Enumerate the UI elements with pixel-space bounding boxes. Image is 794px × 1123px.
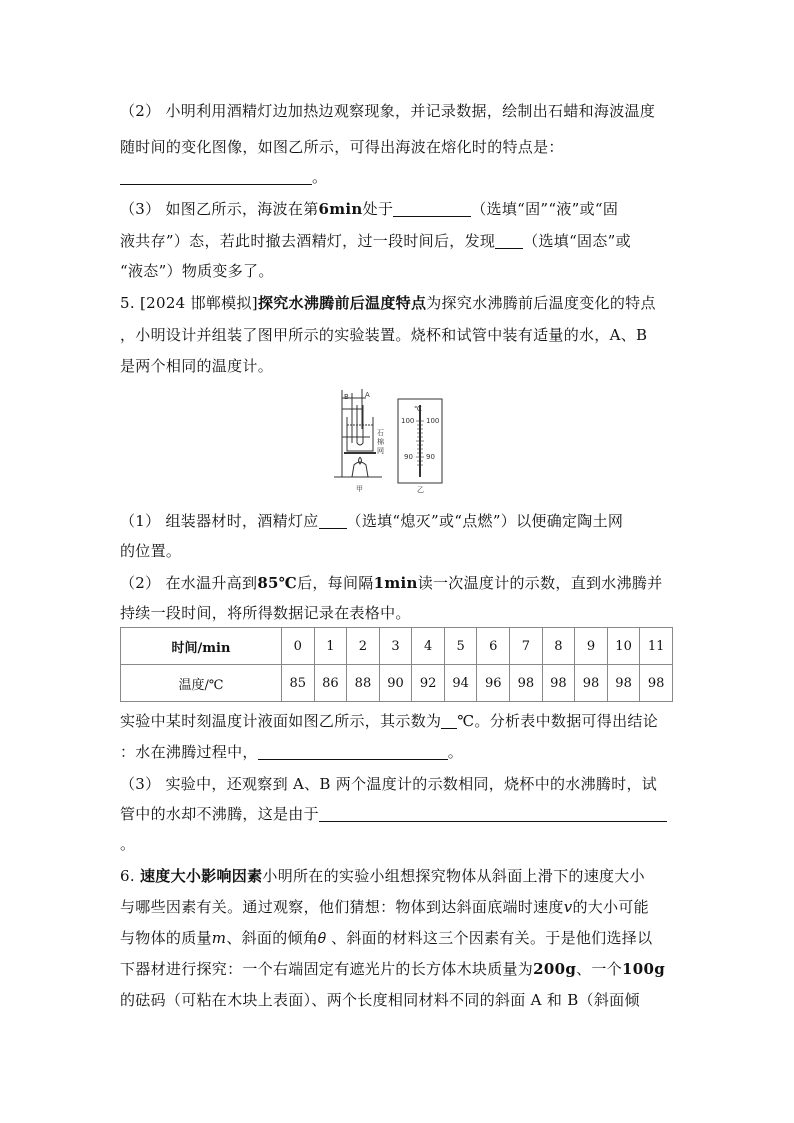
label-a: A (365, 391, 370, 399)
q4-part2-line2: 随时间的变化图像，如图乙所示，可得出海波在熔化时的特点是： (120, 138, 564, 156)
mesh-label-2: 棉 (377, 438, 384, 446)
q5-part2-line1: （2） 在水温升高到85℃后，每间隔1min读一次温度计的示数，直到水沸腾并 (120, 574, 663, 592)
q6-line5: 的砝码（可粘在木块上表面）、两个长度相同材料不同的斜面 A 和 B（斜面倾 (120, 991, 640, 1009)
q5-intro-line3: 是两个相同的温度计。 (120, 357, 274, 375)
q6-topic: 速度大小影响因素 (139, 867, 263, 885)
table-cell: 10 (607, 628, 640, 665)
answer-blank[interactable] (441, 712, 457, 729)
table-cell: 90 (379, 665, 412, 702)
q6-line2: 与哪些因素有关。通过观察，他们猜想：物体到达斜面底端时速度𝑣的大小可能 (120, 898, 649, 916)
table-cell: 1 (314, 628, 347, 665)
caption-left: 甲 (356, 485, 363, 493)
table-cell: 2 (347, 628, 380, 665)
q5-part2-line2: 持续一段时间，将所得数据记录在表格中。 (120, 604, 411, 622)
table-row-temperature (121, 665, 673, 702)
q5-part3-line1: （3） 实验中，还观察到 A、B 两个温度计的示数相同，烧杯中的水沸腾时，试 (120, 775, 658, 793)
q6-line1: 6. 速度大小影响因素小明所在的实验小组想探究物体从斜面上滑下的速度大小 (120, 867, 645, 885)
thermometer-unit: ℃ (414, 405, 422, 413)
beaker (347, 417, 373, 451)
answer-blank[interactable] (319, 512, 347, 529)
table-cell: 5 (444, 628, 477, 665)
q5-part1-line1: （1） 组装器材时，酒精灯应 （选填“熄灭”或“点燃”）以便确定陶土网 (120, 512, 624, 530)
q5-title-line: 5. [2024 邯郸模拟]探究水沸腾前后温度特点为探究水沸腾前后温度变化的特点 (120, 294, 656, 312)
table-cell: 85 (282, 665, 315, 702)
table-cell: 92 (412, 665, 445, 702)
q5-figure (330, 385, 470, 497)
label-b: B (344, 393, 349, 401)
q5-part3-line3: 。 (120, 835, 136, 853)
q4-part2-answer-line: 。 (120, 166, 327, 187)
q5-topic: 探究水沸腾前后温度特点 (257, 294, 427, 312)
table-cell: 98 (575, 665, 608, 702)
q6-line3: 与物体的质量𝑚、斜面的倾角𝜃 、斜面的材料这三个因素有关。于是他们选择以 (120, 929, 653, 947)
q6-line4: 下器材进行探究：一个右端固定有遮光片的长方体木块质量为200g、一个100g (120, 960, 666, 978)
table-cell: 96 (477, 665, 510, 702)
table-cell: 9 (575, 628, 608, 665)
table-cell: 0 (282, 628, 315, 665)
table-cell: 3 (379, 628, 412, 665)
answer-blank[interactable] (393, 200, 471, 217)
table-cell: 86 (314, 665, 347, 702)
table-cell: 88 (347, 665, 380, 702)
table-cell: 98 (607, 665, 640, 702)
table-cell: 94 (444, 665, 477, 702)
q5-after-line2: ：水在沸腾过程中， 。 (120, 743, 464, 761)
table-cell: 98 (542, 665, 575, 702)
q5-after-line1: 实验中某时刻温度计液面如图乙所示，其示数为 ℃。分析表中数据可得出结论 (120, 712, 658, 730)
tick-90-left: 90 (404, 453, 413, 461)
q4-part3-line3: “液态”）物质变多了。 (120, 262, 274, 280)
mesh-label-3: 网 (377, 447, 384, 455)
answer-blank[interactable] (495, 232, 523, 249)
q5-source: [2024 邯郸模拟] (139, 294, 258, 312)
answer-blank[interactable] (120, 168, 312, 185)
table-header-time: 时间/min (121, 628, 282, 665)
table-cell: 4 (412, 628, 445, 665)
table-cell: 7 (510, 628, 543, 665)
data-table (120, 627, 673, 702)
tick-90-right: 90 (426, 453, 435, 461)
q4-part3-line2: 液共存”）态，若此时撤去酒精灯，过一段时间后，发现 （选填“固态”或 (120, 232, 631, 250)
table-row-time (121, 628, 673, 665)
caption-right: 乙 (417, 486, 424, 494)
table-cell: 11 (640, 628, 673, 665)
tick-100-right: 100 (426, 417, 440, 425)
q5-part3-line2: 管中的水却不沸腾，这是由于 (120, 803, 667, 824)
table-cell: 98 (510, 665, 543, 702)
table-cell: 6 (477, 628, 510, 665)
tick-100-left: 100 (401, 417, 415, 425)
table-cell: 98 (640, 665, 673, 702)
mesh-label-1: 石 (377, 429, 384, 437)
q4-part2-line1: （2） 小明利用酒精灯边加热边观察现象，并记录数据，绘制出石蜡和海波温度 (120, 102, 656, 120)
q4-part3-line1: （3） 如图乙所示，海波在第6min处于 （选填“固”“液”或“固 (120, 200, 619, 218)
table-cell: 8 (542, 628, 575, 665)
q5-intro-line2: ，小明设计并组装了图甲所示的实验装置。烧杯和试管中装有适量的水，A、B (120, 326, 648, 344)
answer-blank[interactable] (258, 743, 448, 760)
q5-part1-line2: 的位置。 (120, 542, 182, 560)
answer-blank[interactable] (319, 805, 667, 822)
table-header-temperature: 温度/℃ (121, 665, 282, 702)
